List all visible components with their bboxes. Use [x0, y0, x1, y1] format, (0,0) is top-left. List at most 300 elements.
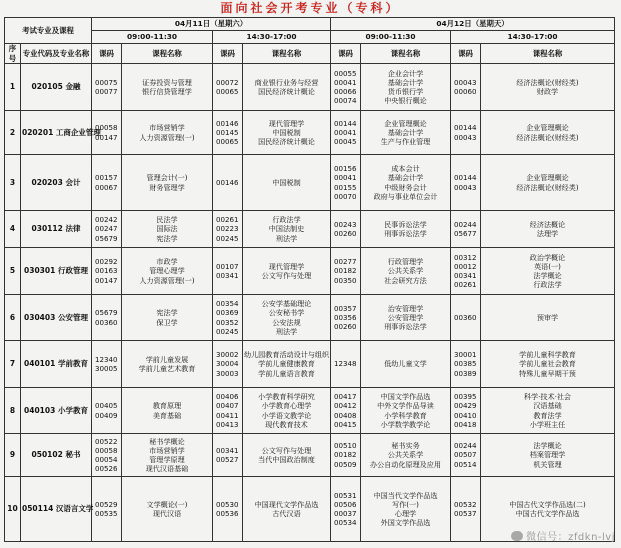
d1am-code-item: 00292 — [95, 257, 118, 267]
d2pm-name-item: 科学·技术·社会 — [523, 392, 572, 402]
d2pm-names — [481, 211, 615, 248]
d1am-code-item: 00147 — [95, 132, 118, 142]
d2am-code-item: 00041 — [334, 127, 357, 137]
header-code: 课码 — [331, 44, 361, 64]
d1am-names — [122, 477, 213, 542]
d2am-code-item: 00356 — [334, 312, 357, 322]
d2am-code-item: 00045 — [334, 137, 357, 147]
d2pm-code-item: 30001 — [454, 350, 477, 360]
header-name: 课程名称 — [122, 44, 213, 64]
header-course-title: 考试专业及课程 — [5, 18, 92, 44]
d1am-code-item: 00058 — [95, 123, 118, 133]
d1pm-code-item: 30002 — [216, 350, 239, 360]
d1am-code-item: 00054 — [95, 455, 118, 464]
d1am-code-item: 00147 — [95, 275, 118, 285]
header-day2-am: 09:00-11:30 — [331, 31, 451, 44]
row-program: 040101 学前教育 — [21, 341, 92, 388]
d2am-name-item: 中央银行概论 — [384, 96, 427, 106]
d2am-codes — [331, 248, 361, 295]
d1am-name-item: 现代汉语 — [152, 509, 182, 518]
d2am-name-item: 基础会计学 — [387, 173, 424, 183]
d2am-code-item: 00074 — [334, 96, 357, 106]
d1pm-code-item: 00146 — [216, 118, 239, 128]
d2pm-names — [481, 341, 615, 388]
d2am-name-item: 社会研究方法 — [384, 275, 427, 285]
d1pm-codes — [213, 211, 243, 248]
d1am-name-item: 国际法 — [156, 224, 178, 234]
table-row — [5, 295, 615, 341]
table-row — [5, 111, 615, 155]
d2am-names — [361, 155, 451, 211]
d2pm-codes — [451, 388, 481, 434]
d1pm-codes — [213, 111, 243, 155]
d2am-code-item: 00041 — [334, 77, 357, 87]
d1pm-name-item: 刑法学 — [275, 233, 298, 243]
exam-schedule-table — [4, 17, 615, 542]
d1pm-names — [243, 477, 331, 542]
d1am-name-item: 人力资源管理(一) — [139, 275, 195, 285]
d2pm-code-item: 00144 — [454, 123, 477, 133]
d2pm-code-item: 00385 — [454, 359, 477, 369]
d1pm-name-item: 小学教育心理学 — [261, 401, 312, 411]
d1pm-code-item: 00354 — [216, 299, 239, 309]
d2am-name-item: 基础会计学 — [387, 77, 424, 87]
row-seq: 2 — [5, 111, 21, 155]
d2am-names — [361, 248, 451, 295]
d1pm-names — [243, 388, 331, 434]
d2pm-code-item: 00012 — [454, 261, 477, 271]
d1am-code-item: 12340 — [95, 354, 118, 364]
table-row — [5, 64, 615, 111]
d2pm-name-item: 企业管理概论 — [526, 173, 569, 183]
d1am-code-item: 00409 — [95, 410, 118, 420]
d2pm-names — [481, 64, 615, 111]
d1pm-code-item: 00065 — [216, 137, 239, 147]
row-program: 030112 法律 — [21, 211, 92, 248]
row-seq: 5 — [5, 248, 21, 295]
d2pm-code-item: 00312 — [454, 252, 477, 262]
d1pm-name-item: 公文写作与处理 — [261, 271, 312, 280]
d2am-name-item: 生产与作业管理 — [380, 137, 431, 147]
d2am-code-item: 00182 — [334, 450, 357, 460]
d2am-code-item: 00510 — [334, 441, 357, 451]
d1am-name-item: 现代汉语基础 — [145, 464, 189, 474]
d1am-name-item: 市政学 — [156, 257, 178, 267]
header-name: 课程名称 — [243, 44, 331, 64]
d2pm-name-item: 政治学概论 — [529, 252, 566, 262]
d1pm-name-item: 公安法规 — [272, 317, 301, 327]
d2pm-codes — [451, 64, 481, 111]
d2pm-code-item: 00043 — [454, 77, 477, 87]
d1pm-code-item: 00407 — [216, 401, 239, 411]
d1am-codes — [92, 64, 122, 111]
d1pm-names — [243, 341, 331, 388]
d2am-code-item: 00417 — [334, 392, 357, 402]
row-program: 020201 工商企业管理 — [21, 111, 92, 155]
d2pm-codes — [451, 248, 481, 295]
d2pm-code-item: 00537 — [454, 509, 477, 518]
d2am-names — [361, 477, 451, 542]
d1pm-code-item: 00530 — [216, 499, 239, 509]
d1pm-codes — [213, 434, 243, 477]
d2pm-name-item: 机关管理 — [533, 459, 562, 469]
row-program: 030403 公安管理 — [21, 295, 92, 341]
d2am-code-item: 00412 — [334, 401, 357, 411]
d2pm-names — [481, 388, 615, 434]
header-day2: 04月12日（星期天） — [331, 18, 615, 31]
d2am-codes — [331, 211, 361, 248]
d1pm-code-item: 30004 — [216, 359, 239, 369]
d2pm-name-item: 档案管理学 — [529, 450, 566, 460]
d1pm-code-item: 00146 — [216, 177, 239, 187]
d1am-code-item: 00526 — [95, 464, 118, 474]
d1am-code-item: 05679 — [95, 308, 118, 318]
d2am-name-item: 写作(一) — [392, 499, 419, 509]
row-seq: 1 — [5, 64, 21, 111]
d1pm-name-item: 中国现代文学作品选 — [254, 499, 319, 509]
d2am-name-item: 行政管理学 — [387, 257, 424, 267]
d2pm-name-item: 经济法概论(财经类) — [516, 77, 579, 87]
d2am-code-item: 00408 — [334, 410, 357, 420]
d1pm-code-item: 00406 — [216, 392, 239, 402]
d2am-name-item: 小学科学教育 — [384, 410, 427, 420]
d2pm-name-item: 企业管理概论 — [526, 123, 569, 133]
row-seq: 10 — [5, 477, 21, 542]
d1pm-name-item: 小学语文教学论 — [261, 410, 312, 420]
d1pm-name-item: 学前儿童语言教育 — [258, 368, 315, 378]
d2am-name-item: 成本会计 — [391, 164, 420, 174]
d2pm-code-item: 00244 — [454, 219, 477, 229]
d2am-name-item: 治安管理学 — [387, 303, 424, 313]
header-code: 课码 — [213, 44, 243, 64]
d2am-code-item: 00156 — [334, 164, 357, 174]
d1pm-names — [243, 155, 331, 211]
d1am-code-item: 00405 — [95, 401, 118, 411]
d1am-code-item: 00075 — [95, 77, 118, 87]
d1pm-code-item: 00352 — [216, 317, 239, 327]
d1am-codes — [92, 211, 122, 248]
d2am-codes — [331, 295, 361, 341]
d2am-name-item: 政府与事业单位会计 — [373, 191, 438, 201]
d1am-name-item: 管理学原理 — [149, 455, 185, 464]
d2pm-codes — [451, 211, 481, 248]
d2am-code-item: 00415 — [334, 419, 357, 429]
d2pm-code-item: 00060 — [454, 87, 477, 96]
d1am-code-item: 30005 — [95, 364, 118, 373]
row-seq: 8 — [5, 388, 21, 434]
d1am-code-item: 00058 — [95, 445, 118, 455]
d1pm-code-item: 00245 — [216, 233, 239, 243]
header-code: 课码 — [451, 44, 481, 64]
d1am-code-item: 05679 — [95, 233, 118, 243]
d1am-names — [122, 388, 213, 434]
d1pm-name-item: 国民经济统计概论 — [258, 87, 315, 96]
d2am-code-item: 00260 — [334, 229, 357, 238]
d2am-code-item: 00531 — [334, 490, 357, 500]
d2am-name-item: 企业会计学 — [387, 68, 424, 78]
d1pm-name-item: 公安学基础理论 — [261, 299, 312, 309]
d2am-names — [361, 111, 451, 155]
d1am-codes — [92, 111, 122, 155]
d1pm-names — [243, 211, 331, 248]
d2am-codes — [331, 388, 361, 434]
d1pm-name-item: 国民经济统计概论 — [258, 137, 315, 147]
d2am-name-item: 基础会计学 — [387, 127, 424, 137]
row-program: 030301 行政管理 — [21, 248, 92, 295]
d2pm-name-item: 英语(一) — [534, 261, 561, 271]
d2pm-name-item: 预审学 — [536, 312, 559, 322]
d2pm-name-item: 中国古代文学作品选 — [515, 509, 580, 518]
d2pm-code-item: 00514 — [454, 459, 477, 469]
table-row — [5, 388, 615, 434]
d1am-codes — [92, 341, 122, 388]
d1am-name-item: 学前儿童艺术教育 — [138, 364, 196, 373]
d2am-codes — [331, 434, 361, 477]
d2am-code-item: 00350 — [334, 275, 357, 285]
d2pm-codes — [451, 111, 481, 155]
d2am-code-item: 00037 — [334, 509, 357, 518]
d1pm-name-item: 学前儿童健康教育 — [258, 359, 315, 369]
d1pm-name-item: 公安秘书学 — [268, 308, 305, 318]
d2pm-code-item: 00043 — [454, 132, 477, 142]
d1am-name-item: 教育原理 — [152, 401, 182, 411]
d2am-names — [361, 434, 451, 477]
d1am-code-item: 00157 — [95, 173, 118, 183]
d2pm-name-item: 财政学 — [536, 87, 559, 96]
d2am-name-item: 心理学 — [394, 509, 417, 518]
table-row — [5, 248, 615, 295]
d2pm-code-item: 00261 — [454, 280, 477, 290]
d1am-code-item: 00077 — [95, 87, 118, 96]
d2pm-code-item: 00360 — [454, 312, 477, 322]
d1am-code-item: 00535 — [95, 509, 118, 518]
d2am-names — [361, 64, 451, 111]
d2am-name-item: 公安管理学 — [387, 312, 424, 322]
d2pm-codes — [451, 155, 481, 211]
d1am-codes — [92, 434, 122, 477]
d1pm-code-item: 00065 — [216, 87, 239, 96]
d1am-names — [122, 111, 213, 155]
d2am-codes — [331, 111, 361, 155]
d1pm-code-item: 00369 — [216, 308, 239, 318]
d2pm-names — [481, 155, 615, 211]
d1pm-names — [243, 248, 331, 295]
row-program: 050102 秘书 — [21, 434, 92, 477]
d2pm-code-item: 00043 — [454, 182, 477, 192]
d2pm-name-item: 特殊儿童早期干预 — [519, 368, 576, 378]
d2am-names — [361, 388, 451, 434]
d2pm-name-item: 汉语基础 — [533, 401, 562, 411]
header-name: 课程名称 — [361, 44, 451, 64]
d2pm-code-item: 00429 — [454, 401, 477, 411]
header-day1-pm: 14:30-17:00 — [213, 31, 331, 44]
table-row — [5, 341, 615, 388]
d1pm-code-item: 00245 — [216, 326, 239, 336]
d1am-names — [122, 155, 213, 211]
d1am-name-item: 民法学 — [156, 215, 178, 225]
header-day1-am: 09:00-11:30 — [92, 31, 213, 44]
d1pm-name-item: 中国税制 — [272, 127, 301, 137]
d2pm-name-item: 行政法学 — [533, 280, 562, 290]
d1pm-codes — [213, 295, 243, 341]
d1pm-codes — [213, 477, 243, 542]
d1am-name-item: 保卫学 — [156, 317, 178, 327]
d2pm-code-item: 00144 — [454, 173, 477, 183]
row-program: 020203 会计 — [21, 155, 92, 211]
d1am-name-item: 市场营销学 — [149, 445, 185, 455]
d2am-code-item: 00070 — [334, 191, 357, 201]
header-name: 课程名称 — [481, 44, 615, 64]
d2pm-name-item: 教育法学 — [533, 410, 562, 420]
d2pm-code-item: 00395 — [454, 392, 477, 402]
d2pm-code-item: 00341 — [454, 271, 477, 280]
d1am-code-item: 00247 — [95, 224, 118, 234]
d2am-code-item: 00243 — [334, 219, 357, 229]
d1pm-name-item: 公文写作与处理 — [261, 445, 312, 455]
d1pm-name-item: 当代中国政治制度 — [258, 455, 315, 464]
d1pm-code-item: 00411 — [216, 410, 239, 420]
d1am-name-item: 银行信贷管理学 — [142, 87, 192, 96]
d2pm-codes — [451, 341, 481, 388]
d1pm-name-item: 幼儿园教育活动设计与组织 — [244, 350, 330, 360]
d2pm-name-item: 法学概论 — [533, 271, 562, 280]
d2am-codes — [331, 341, 361, 388]
d1pm-name-item: 现代管理学 — [268, 261, 305, 271]
d1pm-code-item: 00341 — [216, 271, 239, 280]
d1am-names — [122, 434, 213, 477]
d2pm-names — [481, 434, 615, 477]
watermark — [511, 528, 615, 543]
wechat-icon — [511, 531, 523, 541]
header-code: 课码 — [92, 44, 122, 64]
d2pm-names — [481, 111, 615, 155]
d2am-name-item: 中外文学作品导读 — [377, 401, 434, 411]
d2am-codes — [331, 155, 361, 211]
d1pm-code-item: 00413 — [216, 419, 239, 429]
d2am-name-item: 公共关系学 — [387, 266, 424, 276]
d2pm-name-item: 经济法概论(财经类) — [516, 182, 579, 192]
d1pm-codes — [213, 155, 243, 211]
d1am-name-item: 市场营销学 — [149, 123, 185, 133]
d1am-names — [122, 295, 213, 341]
d1am-names — [122, 341, 213, 388]
d1am-name-item: 文学概论(一) — [146, 499, 188, 509]
d1pm-code-item: 00072 — [216, 77, 239, 87]
d1pm-name-item: 古代汉语 — [272, 509, 301, 518]
d1am-name-item: 学前儿童发展 — [145, 354, 189, 364]
d1am-codes — [92, 248, 122, 295]
d1am-name-item: 管理心理学 — [149, 266, 185, 276]
row-program: 040103 小学教育 — [21, 388, 92, 434]
d2pm-code-item: 00418 — [454, 419, 477, 429]
row-seq: 6 — [5, 295, 21, 341]
d1am-name-item: 秘书学概论 — [149, 436, 185, 446]
d2am-name-item: 小学数学教学论 — [380, 419, 431, 429]
d1am-codes — [92, 295, 122, 341]
d2am-codes — [331, 477, 361, 542]
row-seq: 3 — [5, 155, 21, 211]
d1pm-code-item: 00145 — [216, 127, 239, 137]
d1pm-codes — [213, 388, 243, 434]
row-seq: 7 — [5, 341, 21, 388]
d1pm-name-item: 小学教育科学研究 — [258, 392, 315, 402]
d2am-name-item: 中国文学作品选 — [380, 392, 431, 402]
watermark-text: 微信号：zfdkn-lvj — [526, 532, 615, 543]
d1pm-codes — [213, 341, 243, 388]
d1am-name-item: 财务管理学 — [149, 182, 185, 192]
d2am-code-item: 00506 — [334, 499, 357, 509]
d1pm-codes — [213, 248, 243, 295]
d2am-code-item: 12348 — [334, 359, 357, 369]
page-title: 面向社会开考专业（专科） — [220, 1, 401, 15]
d2am-name-item: 企业管理概论 — [384, 118, 427, 128]
d2pm-codes — [451, 477, 481, 542]
d2am-code-item: 00055 — [334, 68, 357, 78]
d2pm-code-item: 00507 — [454, 450, 477, 460]
d1am-names — [122, 211, 213, 248]
d1pm-code-item: 00107 — [216, 261, 239, 271]
d2am-name-item: 中国当代文学作品选 — [373, 490, 438, 500]
d2pm-codes — [451, 295, 481, 341]
d2pm-code-item: 00532 — [454, 499, 477, 509]
d2am-code-item: 00534 — [334, 518, 357, 528]
d2am-code-item: 00182 — [334, 266, 357, 276]
d1pm-names — [243, 434, 331, 477]
d1am-code-item: 00163 — [95, 266, 118, 276]
d1pm-name-item: 现代教育技术 — [265, 419, 308, 429]
d2am-name-item: 民事诉讼法学 — [384, 219, 427, 229]
d2pm-name-item: 中国古代文学作品选(二) — [509, 499, 586, 509]
d2am-code-item: 00041 — [334, 173, 357, 183]
header-seq: 序号 — [5, 44, 21, 64]
d2am-names — [361, 211, 451, 248]
header-day1: 04月11日（星期六） — [92, 18, 331, 31]
d2pm-names — [481, 248, 615, 295]
d1pm-name-item: 刑法学 — [275, 326, 298, 336]
d2pm-names — [481, 295, 615, 341]
d2am-name-item: 办公自动化原理及应用 — [370, 459, 441, 469]
table-row — [5, 434, 615, 477]
header-day2-pm: 14:30-17:00 — [451, 31, 615, 44]
d1am-code-item: 00529 — [95, 499, 118, 509]
row-program: 050114 汉语言文学 — [21, 477, 92, 542]
d1pm-name-item: 现代管理学 — [268, 118, 305, 128]
d1am-codes — [92, 155, 122, 211]
d2am-name-item: 秘书实务 — [391, 441, 420, 451]
d2am-name-item: 刑事诉讼法学 — [384, 229, 427, 238]
d1am-name-item: 人力资源管理(一) — [139, 132, 195, 142]
table-row — [5, 211, 615, 248]
d1pm-code-item: 00341 — [216, 445, 239, 455]
d1pm-names — [243, 295, 331, 341]
d1pm-code-item: 00536 — [216, 509, 239, 518]
d2am-codes — [331, 64, 361, 111]
d2pm-code-item: 05677 — [454, 229, 477, 238]
d1am-code-item: 00067 — [95, 182, 118, 192]
d2pm-codes — [451, 434, 481, 477]
d1am-code-item: 00242 — [95, 215, 118, 225]
d1am-names — [122, 64, 213, 111]
d1am-name-item: 宪法学 — [156, 308, 178, 318]
d2am-code-item: 00509 — [334, 459, 357, 469]
row-program: 020105 金融 — [21, 64, 92, 111]
d1am-name-item: 宪法学 — [156, 233, 178, 243]
d2pm-name-item: 学前儿童科学教育 — [519, 350, 576, 360]
d1am-code-item: 00360 — [95, 317, 118, 327]
d2am-code-item: 00277 — [334, 257, 357, 267]
d1am-code-item: 00522 — [95, 436, 118, 446]
d2am-names — [361, 295, 451, 341]
